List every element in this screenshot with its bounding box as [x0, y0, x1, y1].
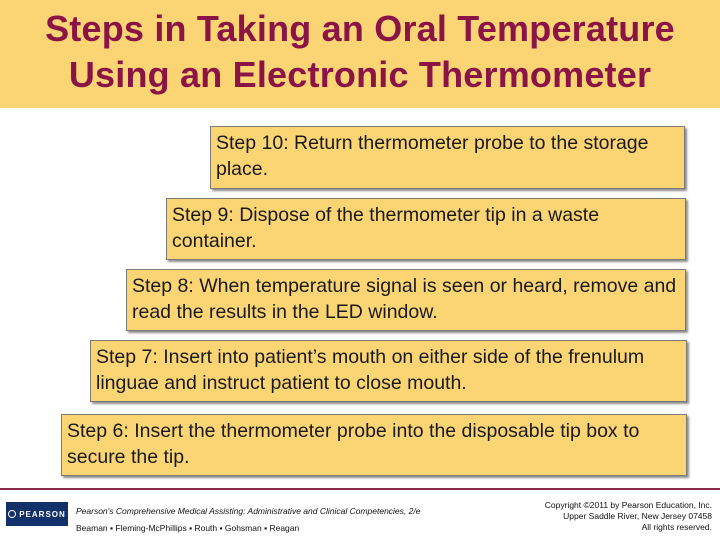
book-authors: Beaman ▪ Fleming-McPhillips ▪ Routh ▪ Gohsman ▪ Reagan [76, 523, 300, 533]
copyright-line-1: Copyright ©2011 by Pearson Education, Inc. [544, 500, 712, 510]
slide-title [0, 6, 720, 98]
copyright-notice [492, 500, 712, 533]
book-title: Pearson's Comprehensive Medical Assisting: Administrative and Clinical Competencies, 2/e [76, 506, 421, 516]
title-line-2: Using an Electronic Thermometer [68, 54, 652, 95]
step-8-box [126, 269, 686, 331]
title-line-1: Steps in Taking an Oral Temperature [45, 8, 675, 49]
pearson-logo-icon [8, 510, 16, 518]
step-text: Insert into patient’s mouth on either side of the frenulum linguae and instruct patient to close mouth. [96, 346, 645, 394]
step-text: Return thermometer probe to the storage place. [216, 132, 649, 180]
step-label: Step 6: [67, 420, 129, 442]
pearson-logo [6, 502, 68, 526]
step-label: Step 9: [172, 204, 234, 226]
book-citation [76, 503, 420, 537]
step-7-box [90, 340, 687, 402]
step-text: Insert the thermometer probe into the disposable tip box to secure the tip. [67, 420, 640, 468]
step-label: Step 8: [132, 275, 194, 297]
step-label: Step 10: [216, 132, 289, 154]
step-text: When temperature signal is seen or heard, remove and read the results in the LED window. [132, 275, 677, 323]
step-10-box [210, 126, 685, 189]
copyright-line-3: All rights reserved. [641, 522, 712, 532]
step-text: Dispose of the thermometer tip in a waste container. [172, 204, 600, 252]
step-9-box [166, 198, 686, 260]
footer [0, 488, 720, 540]
copyright-line-2: Upper Saddle River, New Jersey 07458 [563, 511, 712, 521]
step-6-box [61, 414, 687, 476]
footer-divider [0, 488, 720, 490]
logo-text: PEARSON [19, 509, 66, 519]
step-label: Step 7: [96, 346, 158, 368]
